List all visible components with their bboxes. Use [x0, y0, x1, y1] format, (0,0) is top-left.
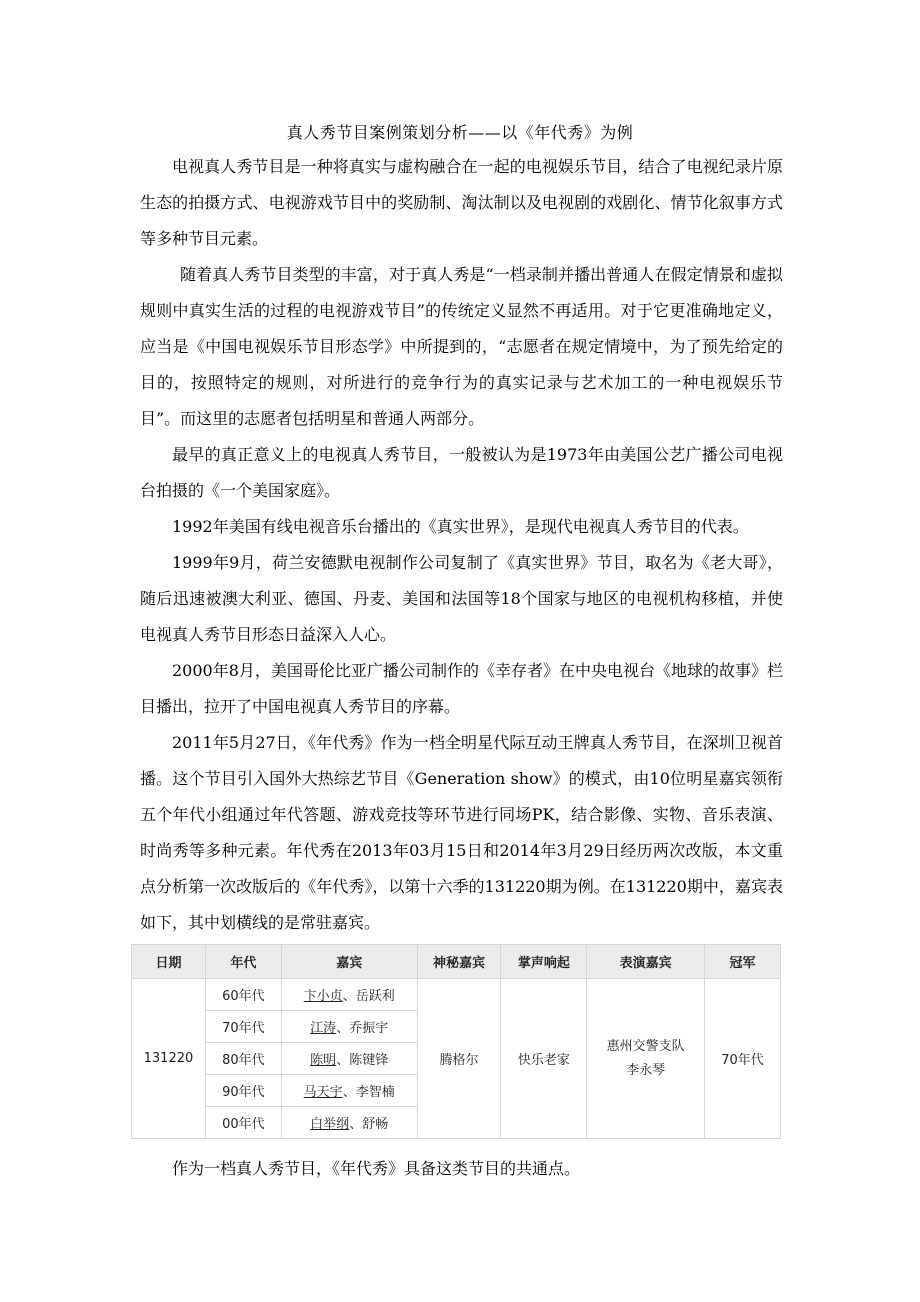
paragraph-survivor: 2000年8月，美国哥伦比亚广播公司制作的《幸存者》在中央电视台《地球的故事》栏目播出，拉开了中国电视真人秀节目的序幕。: [140, 661, 783, 716]
guest-separator: 、: [342, 1085, 356, 1100]
paragraph-definition: 电视真人秀节目是一种将真实与虚构融合在一起的电视娱乐节目，结合了电视纪录片原生态的拍摄方式、电视游戏节目中的奖励制、淘汰制以及电视剧的戏剧化、情节化叙事方式等多种节目元素。: [140, 157, 783, 248]
era-cell: 60年代: [205, 979, 281, 1011]
document-title: 真人秀节目案例策划分析——以《年代秀》为例: [286, 123, 634, 142]
resident-guest: 陈明: [310, 1053, 337, 1068]
guests-cell: [281, 1075, 417, 1107]
era-cell: 70年代: [205, 1011, 281, 1043]
paragraph-real-world: 1992年美国有线电视音乐台播出的《真实世界》，是现代电视真人秀节目的代表。: [172, 517, 749, 536]
paragraph-generation-show: 2011年5月27日，《年代秀》作为一档全明星代际互动王牌真人秀节目，在深圳卫视首播。这个节目引入国外大热综艺节目《Generation show》的模式，由10位明星嘉宾领衔五个年代小组通过年代答题、游戏竞技等环节进行同场PK，结合影像、实物、音乐表演、时尚秀等多种元素。年代秀在2013年03月15日和2014年3月29日经历两次改版，本文重点分析第一次改版后的《年代秀》，以第十六季的131220期为例。在131220期中，嘉宾表如下，其中划横线的是常驻嘉宾。: [140, 733, 783, 932]
resident-guest: 江涛: [310, 1021, 337, 1036]
performer-line-1: 惠州交警支队: [606, 1038, 685, 1054]
resident-guest: 马天宇: [303, 1085, 343, 1100]
header-performers: 表演嘉宾: [587, 945, 705, 979]
champion-cell: 70年代: [705, 979, 781, 1139]
guest: 乔振宇: [349, 1021, 389, 1036]
guests-cell: [281, 1011, 417, 1043]
guest: 舒畅: [362, 1117, 389, 1132]
performers-cell: [587, 979, 705, 1139]
guest-separator: 、: [349, 1117, 363, 1132]
guests-cell: [281, 1043, 417, 1075]
guests-cell: [281, 1107, 417, 1139]
paragraph-big-brother: 1999年9月，荷兰安德默电视制作公司复制了《真实世界》节目，取名为《老大哥》，随后迅速被澳大利亚、德国、丹麦、美国和法国等18个国家与地区的电视机构移植，并使电视真人秀节目形态日益深入人心。: [140, 553, 783, 644]
header-era: 年代: [205, 945, 281, 979]
performer-line-2: 李永琴: [626, 1062, 666, 1078]
era-cell: 80年代: [205, 1043, 281, 1075]
era-cell: 00年代: [205, 1107, 281, 1139]
era-cell: 90年代: [205, 1075, 281, 1107]
guest-table: [131, 944, 781, 1139]
guest-separator: 、: [336, 1053, 350, 1068]
paragraph-common-traits: 作为一档真人秀节目，《年代秀》具备这类节目的共通点。: [172, 1159, 581, 1178]
header-date: 日期: [132, 945, 206, 979]
paragraph-redefinition: 随着真人秀节目类型的丰富，对于真人秀是“一档录制并播出普通人在假定情景和虚拟规则中真实生活的过程的电视游戏节目”的传统定义显然不再适用。对于它更准确地定义，应当是《中国电视娱乐节目形态学》中所提到的，“志愿者在规定情境中，为了预先给定的目的，按照特定的规则，对所进行的竞争行为的真实记录与艺术加工的一种电视娱乐节目”。而这里的志愿者包括明星和普通人两部分。: [140, 265, 783, 428]
guest-separator: 、: [342, 989, 356, 1004]
resident-guest: 白举纲: [310, 1117, 350, 1132]
guest-separator: 、: [336, 1021, 350, 1036]
paragraph-earliest-show: 最早的真正意义上的电视真人秀节目，一般被认为是1973年由美国公艺广播公司电视台拍摄的《一个美国家庭》。: [140, 445, 783, 500]
resident-guest: 卞小贞: [303, 989, 343, 1004]
episode-date: 131220: [132, 979, 206, 1139]
guest: 岳跃利: [355, 989, 395, 1004]
header-champion: 冠军: [705, 945, 781, 979]
guests-cell: [281, 979, 417, 1011]
mystery-guest-cell: 腾格尔: [417, 979, 501, 1139]
header-applause: 掌声响起: [501, 945, 587, 979]
guest: 陈键锋: [349, 1053, 389, 1068]
table-row: [132, 979, 781, 1011]
guest: 李智楠: [355, 1085, 395, 1100]
table-header-row: [132, 945, 781, 979]
header-guests: 嘉宾: [281, 945, 417, 979]
applause-cell: 快乐老家: [501, 979, 587, 1139]
header-mystery-guest: 神秘嘉宾: [417, 945, 501, 979]
